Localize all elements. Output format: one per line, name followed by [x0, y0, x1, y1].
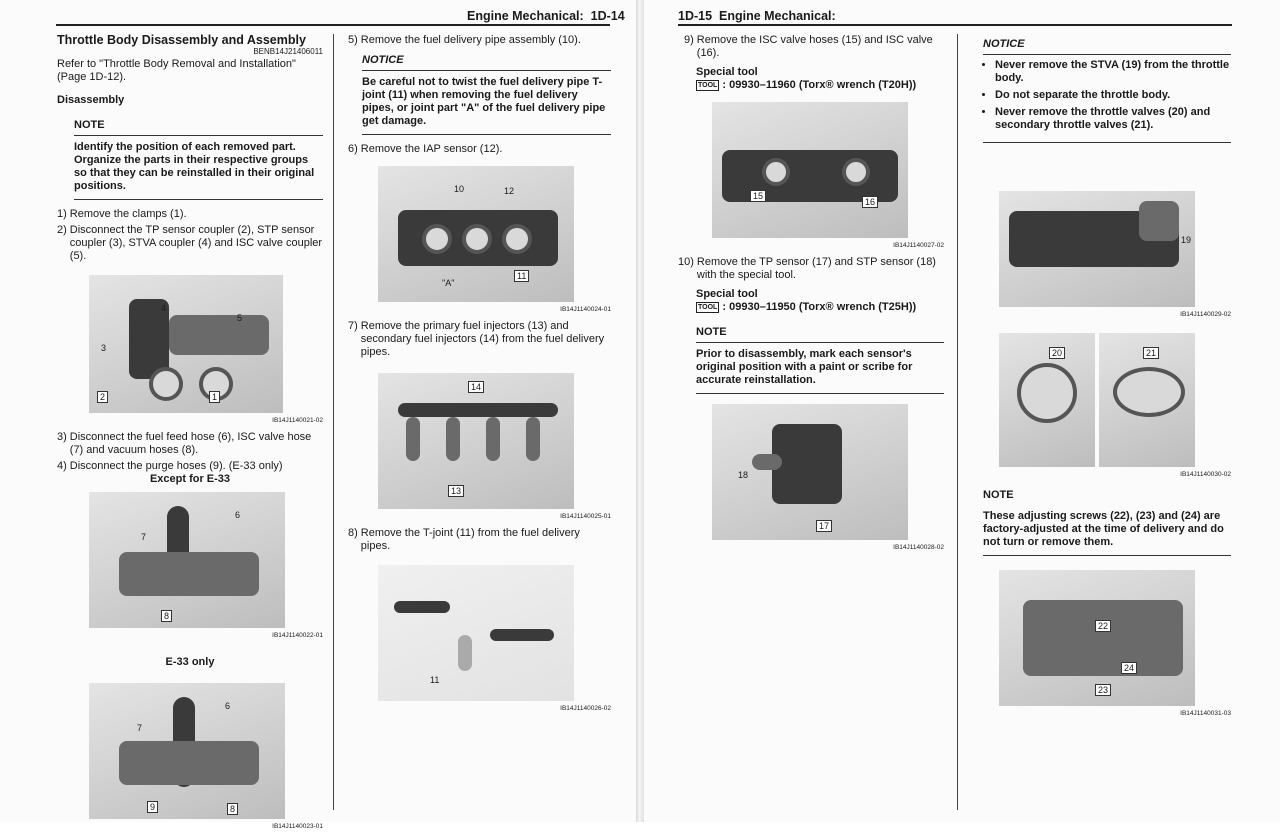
step-8: 8) Remove the T-joint (11) from the fuel delivery pipes.: [348, 527, 580, 552]
special-tool-2: [696, 288, 944, 314]
header-page-number: 1D-14: [590, 9, 625, 23]
pipe-shape: [490, 629, 554, 641]
bore-shape: [422, 224, 452, 254]
step-2: 2) Disconnect the TP sensor coupler (2), STP sensor coupler (3), STVA coupler (4) and ISC valve coupler (5).: [57, 224, 323, 262]
figure-6: [378, 565, 574, 701]
step-10: 10) Remove the TP sensor (17) and STP sensor (18) with the special tool.: [678, 256, 936, 281]
fig4-label-12: 12: [504, 186, 515, 196]
bore-shape: [462, 224, 492, 254]
body-shape: [722, 150, 898, 202]
figure-7-id: IB14J1140027-02: [893, 242, 944, 249]
figure-10b: [1099, 333, 1195, 467]
header-section: Engine Mechanical:: [719, 9, 836, 23]
figure-4-id: IB14J1140024-01: [560, 306, 611, 313]
fig6-label-11: 11: [430, 675, 440, 685]
injector-shape: [486, 417, 500, 461]
fig1-label-2: 2: [97, 391, 108, 403]
fig1-label-1: 1: [209, 391, 220, 403]
figure-3-id: IB14J1140023-01: [272, 823, 323, 830]
note-box-right: [696, 322, 944, 394]
notice-item: • Never remove the STVA (19) from the throttle body.: [995, 59, 1231, 85]
sensor-shape: [772, 424, 842, 504]
step-7: 7) Remove the primary fuel injectors (13) and secondary fuel injectors (14) from the fuel delivery pipes.: [348, 320, 605, 358]
figure-5-id: IB14J1140025-01: [560, 513, 611, 520]
injector-shape: [526, 417, 540, 461]
step-1: 1) Remove the clamps (1).: [57, 208, 187, 220]
book-gutter: [636, 0, 644, 822]
header-section: Engine Mechanical:: [467, 9, 584, 23]
figure-5: [378, 373, 574, 509]
special-tool-1-value: TOOL : 09930–11960 (Torx® wrench (T20H)): [698, 79, 917, 91]
header-page-number: 1D-15: [678, 9, 713, 23]
fig11-label-22: 22: [1095, 620, 1111, 632]
subhead-disassembly: Disassembly: [57, 94, 125, 106]
bore-shape: [842, 158, 870, 186]
fig4-label-10: 10: [454, 184, 465, 194]
special-tool-2-title: Special tool: [696, 288, 758, 300]
figure-7: [712, 102, 908, 238]
figure-9: [999, 191, 1195, 307]
fig3-label-8: 8: [227, 803, 238, 815]
special-tool-1-title: Special tool: [696, 66, 758, 78]
left-column-rule: [333, 34, 334, 810]
note-body: These adjusting screws (22), (23) and (24) are factory-adjusted at the time of delivery and do not turn or remove them.: [983, 508, 1231, 556]
fig4-label-A: "A": [442, 278, 455, 288]
notice-list: [983, 59, 1231, 143]
right-column-rule: [957, 34, 958, 810]
fig3-label-6: 6: [225, 701, 231, 711]
fig7-label-16: 16: [862, 196, 878, 208]
fig3-label-7: 7: [137, 723, 143, 733]
notice-title: NOTICE: [983, 34, 1231, 55]
step-3: 3) Disconnect the fuel feed hose (6), ISC valve hose (7) and vacuum hoses (8).: [57, 431, 312, 456]
notice-title: NOTICE: [362, 50, 611, 71]
doc-code: BENB14J21406011: [253, 47, 323, 56]
bore-shape: [149, 367, 183, 401]
pipe-shape: [394, 601, 450, 613]
figure-6-id: IB14J1140026-02: [560, 705, 611, 712]
injector-shape: [406, 417, 420, 461]
figure-3: [89, 683, 285, 819]
body-shape: [119, 741, 259, 785]
injector-shape: [446, 417, 460, 461]
figure-10a: [999, 333, 1095, 467]
fig11-label-24: 24: [1121, 662, 1137, 674]
fig1-label-5: 5: [237, 313, 243, 323]
notice-body: Be careful not to twist the fuel delivery pipe T-joint (11) when removing the fuel delivery pipes, or joint part "A" of the fuel delivery pipe get damage.: [362, 74, 611, 135]
fig8-label-18: 18: [738, 470, 749, 480]
right-col-1: [678, 34, 944, 558]
fig2-label-6: 6: [235, 510, 241, 520]
note-body: Prior to disassembly, mark each sensor's original position with a paint or scribe for accurate reinstallation.: [696, 346, 944, 394]
body-shape: [169, 315, 269, 355]
special-tool-1: [696, 66, 944, 92]
bore-shape: [502, 224, 532, 254]
e33-only-label: E-33 only: [165, 656, 215, 668]
tool-icon: TOOL: [698, 81, 718, 89]
secondary-valve-shape: [1113, 367, 1185, 417]
figure-2-id: IB14J1140022-01: [272, 632, 323, 639]
fig7-label-15: 15: [750, 190, 766, 202]
body-shape: [1023, 600, 1183, 676]
fig9-label-19: 19: [1181, 235, 1192, 245]
figure-1: [89, 275, 283, 413]
notice-item: • Do not separate the throttle body.: [995, 89, 1231, 102]
figure-10: [999, 333, 1231, 467]
header-rule: [56, 24, 610, 26]
fig3-label-9: 9: [147, 801, 158, 813]
stva-shape: [1139, 201, 1179, 241]
step-9: 9) Remove the ISC valve hoses (15) and ISC valve (16).: [684, 34, 933, 59]
step-4: 4) Disconnect the purge hoses (9). (E-33 only): [57, 460, 283, 472]
tjoint-shape: [458, 635, 472, 671]
sensor-arm-shape: [752, 454, 782, 470]
fig11-label-23: 23: [1095, 684, 1111, 696]
note-title: NOTE: [74, 115, 323, 136]
fig2-label-7: 7: [141, 532, 147, 542]
page-header-right: [678, 9, 836, 23]
special-tool-2-value: TOOL : 09930–11950 (Torx® wrench (T25H)): [698, 301, 917, 313]
figure-11-id: IB14J1140031-03: [1180, 710, 1231, 717]
fig8-label-17: 17: [816, 520, 832, 532]
tool-icon: TOOL: [698, 303, 718, 311]
fig1-label-4: 4: [161, 303, 167, 313]
figure-11: [999, 570, 1195, 706]
fig1-label-3: 3: [101, 343, 107, 353]
except-e33-label: Except for E-33: [149, 473, 231, 485]
figure-8: [712, 404, 908, 540]
bore-shape: [762, 158, 790, 186]
left-page: [0, 0, 636, 830]
note-body: Identify the position of each removed part. Organize the parts in their respective groups so that they can be reinstalled in their original positions.: [74, 139, 323, 200]
section-title: Throttle Body Disassembly and Assembly: [57, 33, 306, 47]
fig10-label-21: 21: [1143, 347, 1159, 359]
page-header-left: [467, 9, 625, 23]
step-5: 5) Remove the fuel delivery pipe assembly (10).: [348, 34, 581, 46]
step-6: 6) Remove the IAP sensor (12).: [348, 143, 503, 155]
fig2-label-8: 8: [161, 610, 172, 622]
throttle-valve-shape: [1017, 363, 1077, 423]
note-title: NOTE: [696, 322, 944, 343]
fig5-label-13: 13: [448, 485, 464, 497]
figure-2: [89, 492, 285, 628]
right-col-2: [983, 34, 1231, 724]
note-title: NOTE: [983, 489, 1014, 501]
header-rule: [678, 24, 1232, 26]
body-shape: [119, 552, 259, 596]
left-col-1: [57, 34, 323, 837]
fig5-label-14: 14: [468, 381, 484, 393]
notice-box: [362, 50, 611, 135]
fig10-label-20: 20: [1049, 347, 1065, 359]
pipe-shape: [398, 403, 558, 417]
figure-9-id: IB14J1140029-02: [1180, 311, 1231, 318]
figure-10-id: IB14J1140030-02: [1180, 471, 1231, 478]
intro-text: Refer to "Throttle Body Removal and Installation" (Page 1D-12).: [57, 58, 296, 83]
notice-item: • Never remove the throttle valves (20) and secondary throttle valves (21).: [995, 106, 1231, 132]
figure-1-id: IB14J1140021-02: [272, 417, 323, 424]
figure-4: [378, 166, 574, 302]
fig4-label-11: 11: [514, 270, 529, 282]
left-col-2: [348, 34, 611, 719]
right-page: [644, 0, 1280, 822]
figure-8-id: IB14J1140028-02: [893, 544, 944, 551]
note-box: [74, 115, 323, 200]
